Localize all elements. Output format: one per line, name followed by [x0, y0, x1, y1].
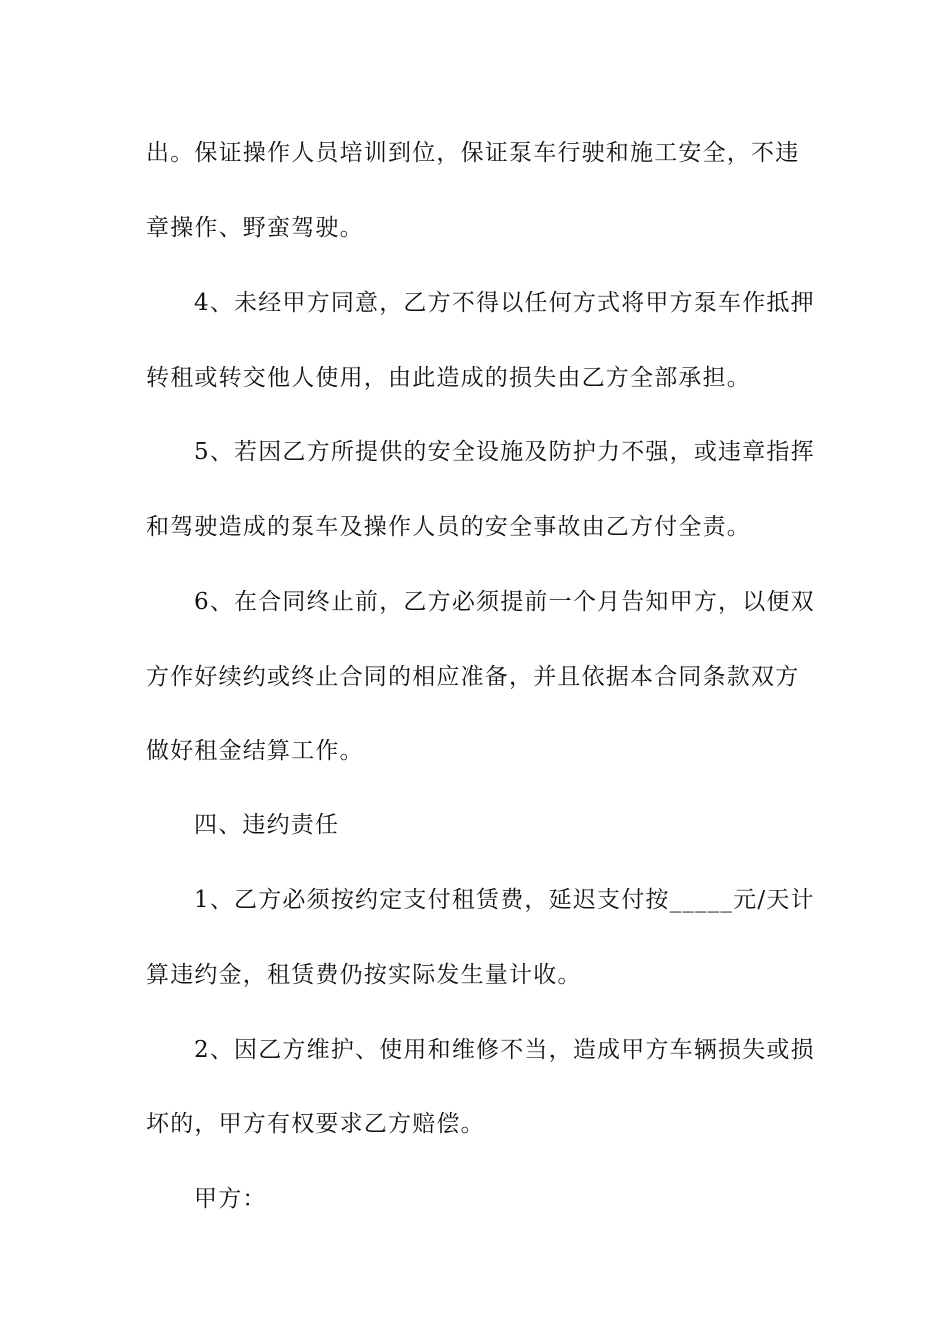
text-line: 做好租金结算工作。 [146, 738, 364, 764]
text-line: 2、因乙方维护、使用和维修不当，造成甲方车辆损失或损 [194, 1037, 815, 1063]
text-line: 6、在合同终止前，乙方必须提前一个月告知甲方，以便双 [194, 589, 815, 615]
text-line: 算违约金，租赁费仍按实际发生量计收。 [146, 962, 582, 988]
text-line: 5、若因乙方所提供的安全设施及防护力不强，或违章指挥 [194, 439, 815, 465]
text-line: 出。保证操作人员培训到位，保证泵车行驶和施工安全，不违 [146, 140, 800, 166]
text-line: 坏的，甲方有权要求乙方赔偿。 [146, 1111, 485, 1137]
text-line: 章操作、野蛮驾驶。 [146, 215, 364, 241]
text-line: 转租或转交他人使用，由此造成的损失由乙方全部承担。 [146, 365, 751, 391]
section-heading: 四、违约责任 [194, 812, 340, 838]
text-line: 和驾驶造成的泵车及操作人员的安全事故由乙方付全责。 [146, 514, 751, 540]
text-line: 1、乙方必须按约定支付租赁费，延迟支付按_____元/天计 [194, 887, 815, 913]
text-line: 4、未经甲方同意，乙方不得以任何方式将甲方泵车作抵押 [194, 290, 815, 316]
signature-label: 甲方： [194, 1186, 267, 1212]
text-line: 方作好续约或终止合同的相应准备，并且依据本合同条款双方 [146, 664, 800, 690]
